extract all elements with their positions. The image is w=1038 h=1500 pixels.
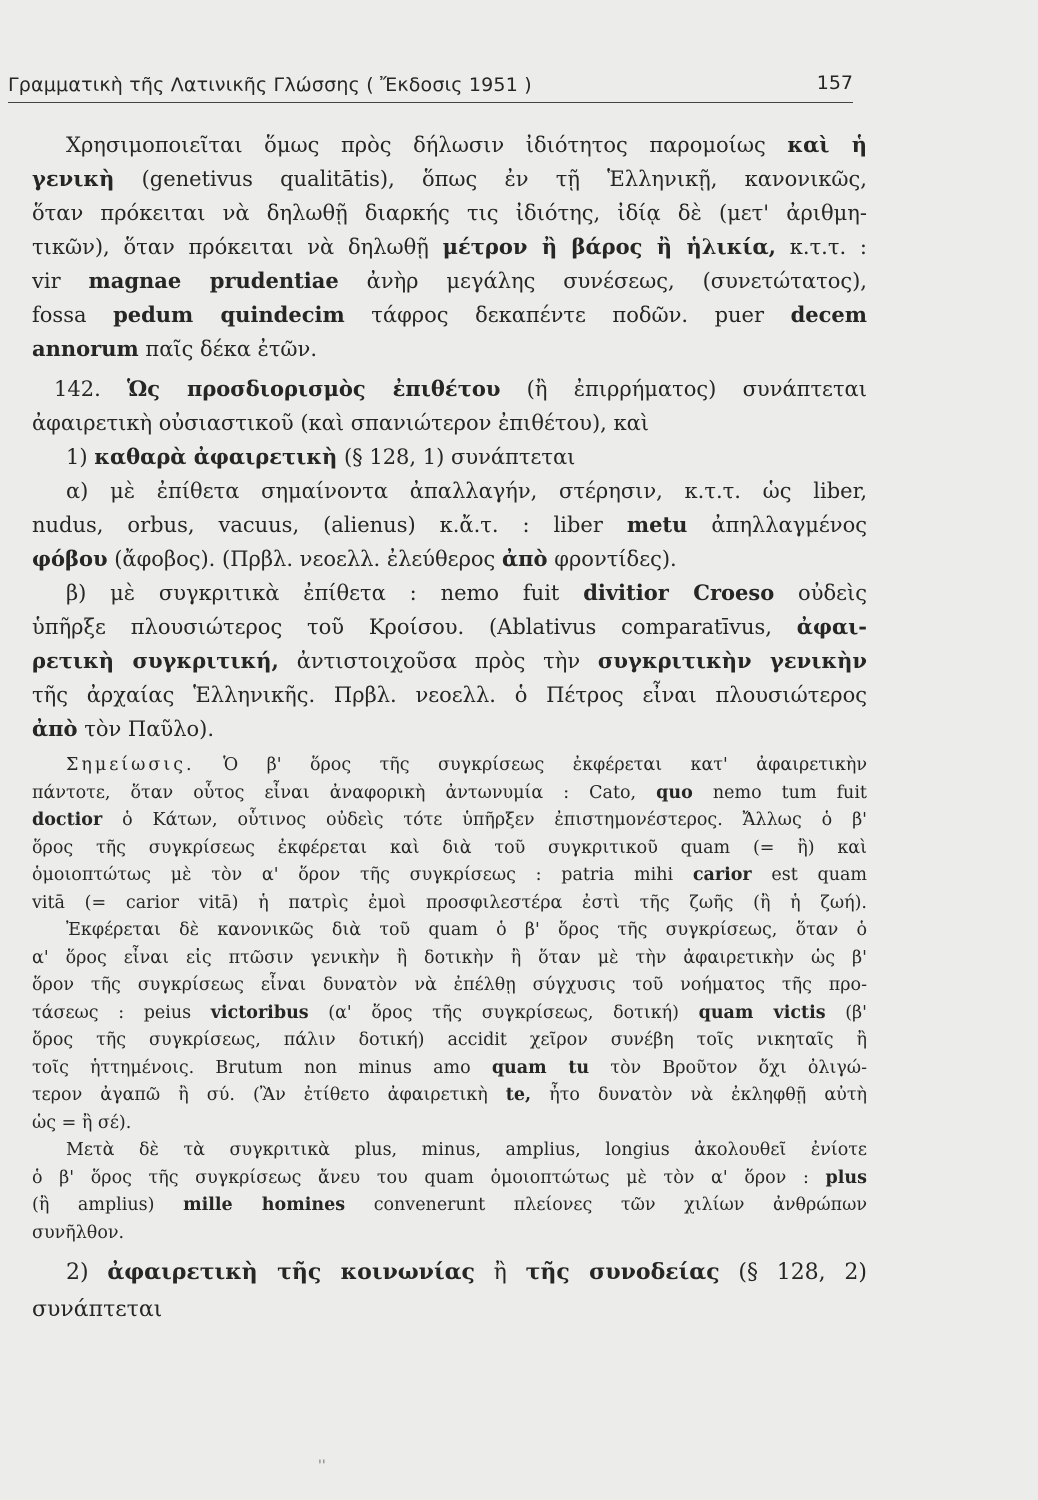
running-header xyxy=(8,72,853,103)
list-item-a: α) μὲ ἐπίθετα σημαίνοντα ἀπαλλαγήν, στέρησιν, κ.τ.τ. ὡς liber, xyxy=(66,479,867,503)
text-line: συνάπτεται xyxy=(32,1297,163,1322)
text-line: ἀφαιρετικὴ οὐσιαστικοῦ (καὶ σπανιώτερον ἐπιθέτου), καὶ xyxy=(32,411,650,435)
text-line: τικῶν), ὅταν πρόκειται νὰ δηλωθῇ μέτρον ἢ βάρος ἢ ἡλικία, κ.τ.τ. : xyxy=(32,234,867,259)
text-line: vitā (= carior vitā) ἡ πατρὶς ἐμοὶ προσφιλεστέρα ἐστὶ τῆς ζωῆς (ἢ ἡ ζωή). xyxy=(32,892,867,913)
note-block xyxy=(32,752,867,1247)
text-line: ὅρος τῆς συγκρίσεως, πάλιν δοτική) accidit χεῖρον συνέβη τοῖς νικηταῖς ἢ xyxy=(32,1030,867,1050)
text-line: annorum παῖς δέκα ἐτῶν. xyxy=(32,336,317,361)
text-line: συνῆλθον. xyxy=(32,1222,125,1243)
text-line: τοῖς ἡττημένοις. Brutum non minus amo quam tu τὸν Βροῦτον ὄχι ὀλιγώ- xyxy=(32,1057,867,1078)
text-line: ἀπὸ τὸν Παῦλο). xyxy=(32,716,215,741)
text-line: ὁ β' ὅρος τῆς συγκρίσεως ἄνευ του quam ὁμοιοπτώτως μὲ τὸν α' ὅρον : plus xyxy=(32,1167,867,1188)
text-line: τάσεως : peius victoribus (α' ὅρος τῆς συγκρίσεως, δοτική) quam victis (β' xyxy=(32,1002,867,1023)
text-line: φόβου (ἄφοβος). (Πρβλ. νεοελλ. ἐλεύθερος ἀπὸ φροντίδες). xyxy=(32,546,677,571)
text-line: τῆς ἀρχαίας Ἑλληνικῆς. Πρβλ. νεοελλ. ὁ Πέτρος εἶναι πλουσιώτερος xyxy=(32,683,867,707)
list-item-2 xyxy=(32,1253,867,1329)
text-line: Χρησιμοποιεῖται ὅμως πρὸς δήλωσιν ἰδιότητος παρομοίως καὶ ἡ xyxy=(66,132,867,157)
section-142 xyxy=(32,372,867,746)
text-line: ὅταν πρόκειται νὰ δηλωθῇ διαρκής τις ἰδιότης, ἰδίᾳ δὲ (μετ' ἀριθμη- xyxy=(32,201,867,225)
text-line: nudus, orbus, vacuus, (alienus) κ.ἄ.τ. : liber metu ἀπηλλαγμένος xyxy=(32,512,867,537)
section-heading: Ὡς προσδιορισμὸς ἐπιθέτου xyxy=(127,376,501,401)
paragraph-genitive-quality xyxy=(32,128,867,366)
text-line: τερον ἀγαπῶ ἢ σύ. (Ἂν ἐτίθετο ἀφαιρετικὴ te, ἦτο δυνατὸν νὰ ἐκληφθῇ αὐτὴ xyxy=(32,1085,867,1105)
text-line: ὑπῆρξε πλουσιώτερος τοῦ Κροίσου. (Ablativus comparatīvus, ἀφαι- xyxy=(32,614,867,639)
text-line: doctior ὁ Κάτων, οὗτινος οὐδεὶς τότε ὑπῆρξεν ἐπιστημονέστερος. Ἄλλως ὁ β' xyxy=(32,810,867,830)
list-item-b: β) μὲ συγκριτικὰ ἐπίθετα : nemo fuit divitior Croeso οὐδεὶς xyxy=(66,580,867,605)
text-line: vir magnae prudentiae ἀνὴρ μεγάλης συνέσεως, (συνετώτατος), xyxy=(32,268,867,293)
list-item-1: 1) καθαρὰ ἀφαιρετικὴ (§ 128, 1) συνάπτεται xyxy=(66,444,576,469)
text-line: Σημείωσις. Ὁ β' ὅρος τῆς συγκρίσεως ἐκφέρεται κατ' ἀφαιρετικὴν xyxy=(66,755,867,775)
text-line: πάντοτε, ὅταν οὗτος εἶναι ἀναφορικὴ ἀντωνυμία : Cato, quo nemo tum fuit xyxy=(32,782,867,803)
main-text xyxy=(32,128,867,1329)
footer-mark: '' xyxy=(318,1458,326,1474)
text-line: ὁμοιοπτώτως μὲ τὸν α' ὅρον τῆς συγκρίσεως : patria mihi carior est quam xyxy=(32,865,867,885)
text-line: Μετὰ δὲ τὰ συγκριτικὰ plus, minus, amplius, longius ἀκολουθεῖ ἐνίοτε xyxy=(66,1140,867,1160)
text-line: ὅρος τῆς συγκρίσεως ἐκφέρεται καὶ διὰ τοῦ συγκριτικοῦ quam (= ἢ) καὶ xyxy=(32,837,867,858)
text-line: Ἐκφέρεται δὲ κανονικῶς διὰ τοῦ quam ὁ β' ὅρος τῆς συγκρίσεως, ὅταν ὁ xyxy=(66,920,867,940)
section-heading-line: 142. Ὡς προσδιορισμὸς ἐπιθέτου (ἢ ἐπιρρήματος) συνάπτεται xyxy=(54,376,867,401)
text-line: ρετικὴ συγκριτική, ἀντιστοιχοῦσα πρὸς τὴν συγκριτικὴν γενικὴν xyxy=(32,648,867,673)
text-line: 2) ἀφαιρετικὴ τῆς κοινωνίας ἢ τῆς συνοδείας (§ 128, 2) xyxy=(66,1259,867,1285)
text-line: γενικὴ (genetivus qualitātis), ὅπως ἐν τῇ Ἑλληνικῇ, κανονικῶς, xyxy=(32,166,867,191)
text-line: (ἢ amplius) mille homines convenerunt πλείονες τῶν χιλίων ἀνθρώπων xyxy=(32,1195,867,1215)
section-number: 142. xyxy=(54,377,101,401)
text-line: ὅρον τῆς συγκρίσεως εἶναι δυνατὸν νὰ ἐπέλθῃ σύγχυσις τοῦ νοήματος τῆς προ- xyxy=(32,975,867,995)
note-label: Σημείωσις. xyxy=(66,755,195,775)
text-line: fossa pedum quindecim τάφρος δεκαπέντε ποδῶν. puer decem xyxy=(32,302,867,327)
page-number: 157 xyxy=(816,72,853,94)
text-line: ὡς = ἢ σέ). xyxy=(32,1112,132,1133)
text-line: α' ὅρος εἶναι εἰς πτῶσιν γενικὴν ἢ δοτικὴν ἢ ὅταν μὲ τὴν ἀφαιρετικὴν ὡς β' xyxy=(32,947,867,968)
running-title: Γραμματικὴ τῆς Λατινικῆς Γλώσσης ( Ἔκδοσις 1951 ) xyxy=(8,74,532,96)
